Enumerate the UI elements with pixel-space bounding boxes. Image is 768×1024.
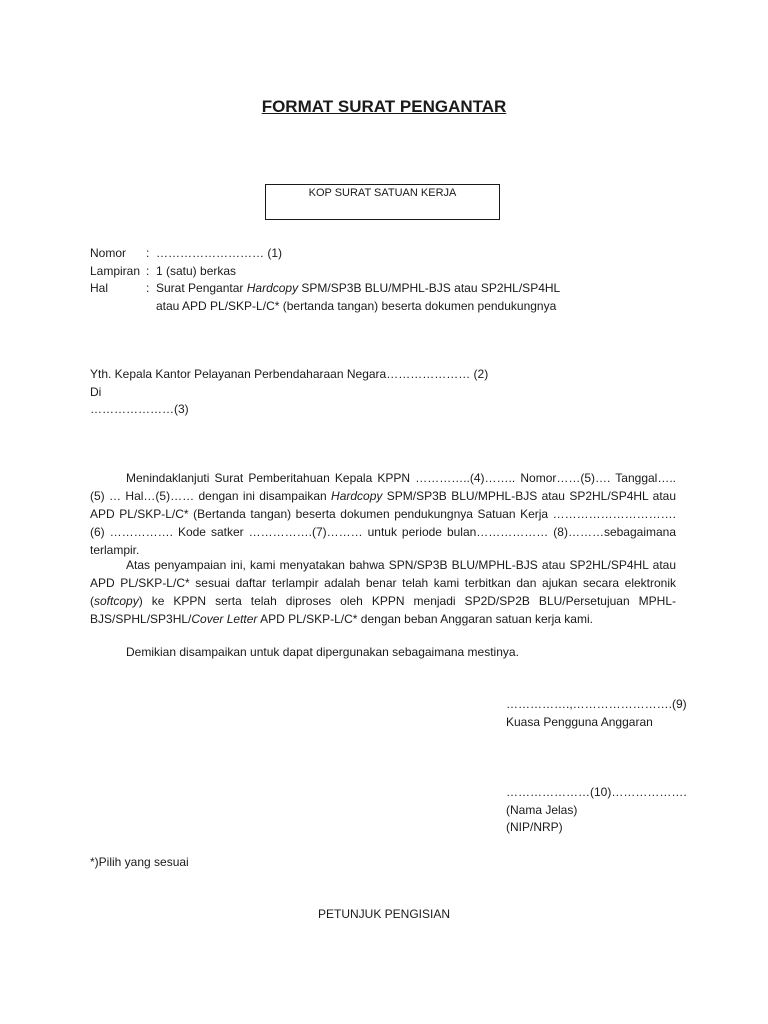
letterhead-label: KOP SURAT SATUAN KERJA — [308, 187, 457, 199]
signature-role: Kuasa Pengguna Anggaran — [506, 715, 653, 729]
recipient-place: …………………(3) — [90, 402, 189, 416]
paragraph-2-text-b: ) ke KPPN serta telah diproses oleh KPPN menjadi SP2D/SP2B BLU/Persetujuan MPHL-BJS/SPHL/SP3HL/ — [90, 594, 676, 626]
signature-name: (Nama Jelas) — [506, 803, 578, 817]
lampiran-label: Lampiran — [90, 264, 141, 278]
paragraph-1-text-a: Menindaklanjuti Surat Pemberitahuan Kepala KPPN …………..(4)…….. Nomor……(5)…. Tanggal…..(5) … Hal…(5)…… dengan ini disampaikan — [90, 471, 676, 503]
paragraph-2 — [90, 556, 676, 628]
paragraph-2-text-c: APD PL/SKP-L/C* dengan beban Anggaran satuan kerja kami. — [257, 612, 593, 626]
hal-label: Hal — [90, 281, 109, 295]
lampiran-value: 1 (satu) berkas — [156, 264, 237, 278]
nomor-value: ……………………… (1) — [156, 246, 282, 260]
lampiran-colon: : — [146, 264, 150, 278]
footnote: *)Pilih yang sesuai — [90, 855, 189, 869]
lampiran-row — [90, 262, 236, 280]
hal-text-italic: Hardcopy — [246, 281, 299, 295]
hal-text-1: Surat Pengantar — [156, 281, 247, 295]
paragraph-2-text-a: Atas penyampaian ini, kami menyatakan bahwa SPN/SP3B BLU/MPHL-BJS atau SP2HL/SP4HL atau APD PL/SKP-L/C* sesuai daftar terlampir adalah benar telah kami terbitkan dan ajukan secara elektronik ( — [90, 558, 676, 608]
letterhead-box — [265, 184, 500, 220]
signature-place-date: …………….,…………………….(9) — [506, 697, 687, 711]
hal-continuation: atau APD PL/SKP-L/C* (bertanda tangan) beserta dokumen pendukungnya — [156, 299, 557, 313]
paragraph-3: Demikian disampaikan untuk dapat dipergunakan sebagaimana mestinya. — [126, 645, 519, 659]
paragraph-1-text-b: SPM/SP3B BLU/MPHL-BJS atau SP2HL/SP4HL atau APD PL/SKP-L/C* (Bertanda tangan) beserta dokumen pendukungnya Satuan Kerja ………………………….(6) ……………. Kode satker …………….(7)……… untuk periode bulan……………… (8)………sebagaimana terlampir. — [90, 489, 676, 557]
hal-row — [90, 279, 560, 297]
paragraph-1 — [90, 469, 676, 559]
signature-name-line: …………………(10)………………. — [506, 785, 687, 799]
instructions-heading: PETUNJUK PENGISIAN — [317, 907, 451, 921]
paragraph-2-italic-a: softcopy — [94, 594, 139, 608]
hal-text-2: SPM/SP3B BLU/MPHL-BJS atau SP2HL/SP4HL — [298, 281, 561, 295]
nomor-label: Nomor — [90, 246, 127, 260]
nomor-row — [90, 244, 282, 262]
paragraph-1-italic: Hardcopy — [331, 489, 383, 503]
nomor-colon: : — [146, 246, 150, 260]
document-title: FORMAT SURAT PENGANTAR — [261, 97, 507, 116]
recipient-line: Yth. Kepala Kantor Pelayanan Perbendaharaan Negara………………… (2) — [90, 367, 489, 381]
recipient-di: Di — [90, 385, 102, 399]
hal-colon: : — [146, 281, 150, 295]
paragraph-2-italic-b: Cover Letter — [191, 612, 258, 626]
signature-nip: (NIP/NRP) — [506, 820, 563, 834]
